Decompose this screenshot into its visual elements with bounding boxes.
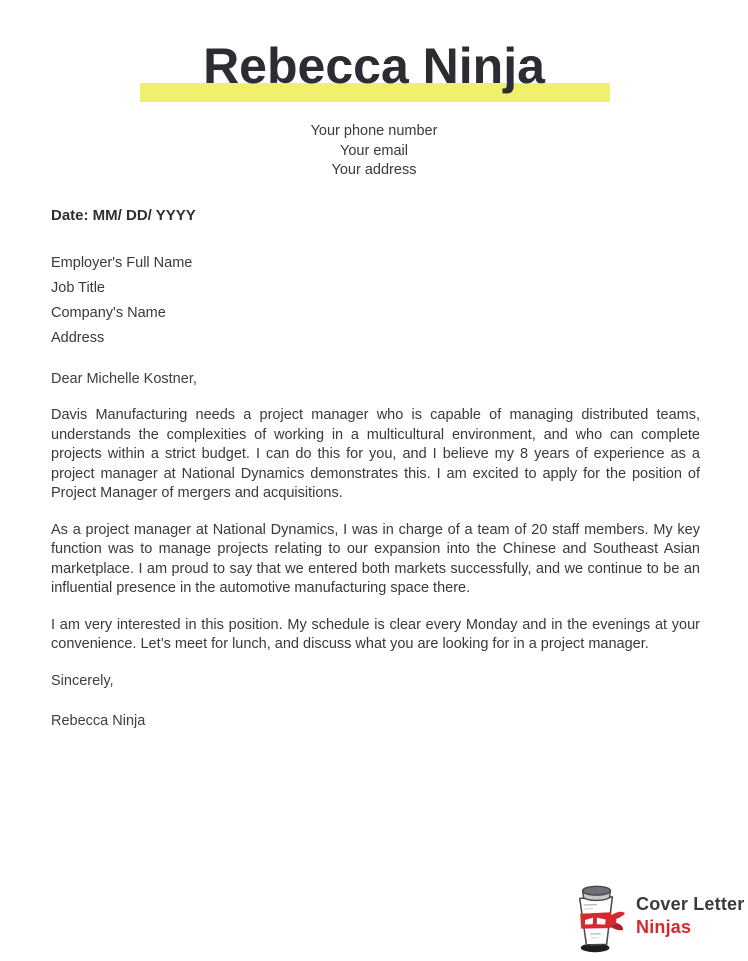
recipient-job-title: Job Title (51, 279, 105, 296)
brand-name-line1: Cover Letter (636, 894, 745, 914)
signature: Rebecca Ninja (51, 713, 146, 729)
ninja-scroll-icon (568, 884, 626, 960)
body-paragraph-2: As a project manager at National Dynamics, I was in charge of a team of 20 staff members. My key function was to manage projects relating to our expansion into the Chinese and Southeast Asian marketplace. I am proud to say that we entered both markets successfully, and we continue to be an influential presence in the automotive manufacturing space there. (51, 521, 700, 596)
page-title: Rebecca Ninja (203, 38, 545, 94)
recipient-company: Company's Name (51, 304, 166, 321)
recipient-block (51, 251, 700, 351)
contact-address: Your address (331, 162, 417, 178)
letter-body (0, 207, 748, 732)
contact-email: Your email (340, 142, 408, 159)
date-line: Date: MM/ DD/ YYYY (51, 206, 196, 224)
body-paragraph-1: Davis Manufacturing needs a project manager who is capable of managing distributed teams, understands the complexities of working in a multicultural environment, and who can complete projects within a strict budget. I can do this for you, and I believe my 8 years of experience as a project manager at National Dynamics demonstrates this. I am excited to apply for the position of Project Manager of mergers and acquisitions. (51, 407, 700, 501)
salutation: Dear Michelle Kostner, (51, 370, 197, 387)
recipient-address: Address (51, 329, 105, 346)
recipient-full-name: Employer's Full Name (51, 254, 193, 271)
contact-block (0, 122, 748, 181)
body-paragraph-3: I am very interested in this position. My schedule is clear every Monday and in the evenings at your convenience. Let’s meet for lunch, and discuss what you are looking for in a project manager. (51, 616, 700, 652)
closing: Sincerely, (51, 672, 114, 689)
contact-phone: Your phone number (310, 123, 438, 139)
letter-header (0, 0, 748, 181)
brand-logo[interactable] (568, 884, 744, 960)
brand-text (636, 893, 744, 939)
brand-name-line2: Ninjas (636, 917, 692, 937)
